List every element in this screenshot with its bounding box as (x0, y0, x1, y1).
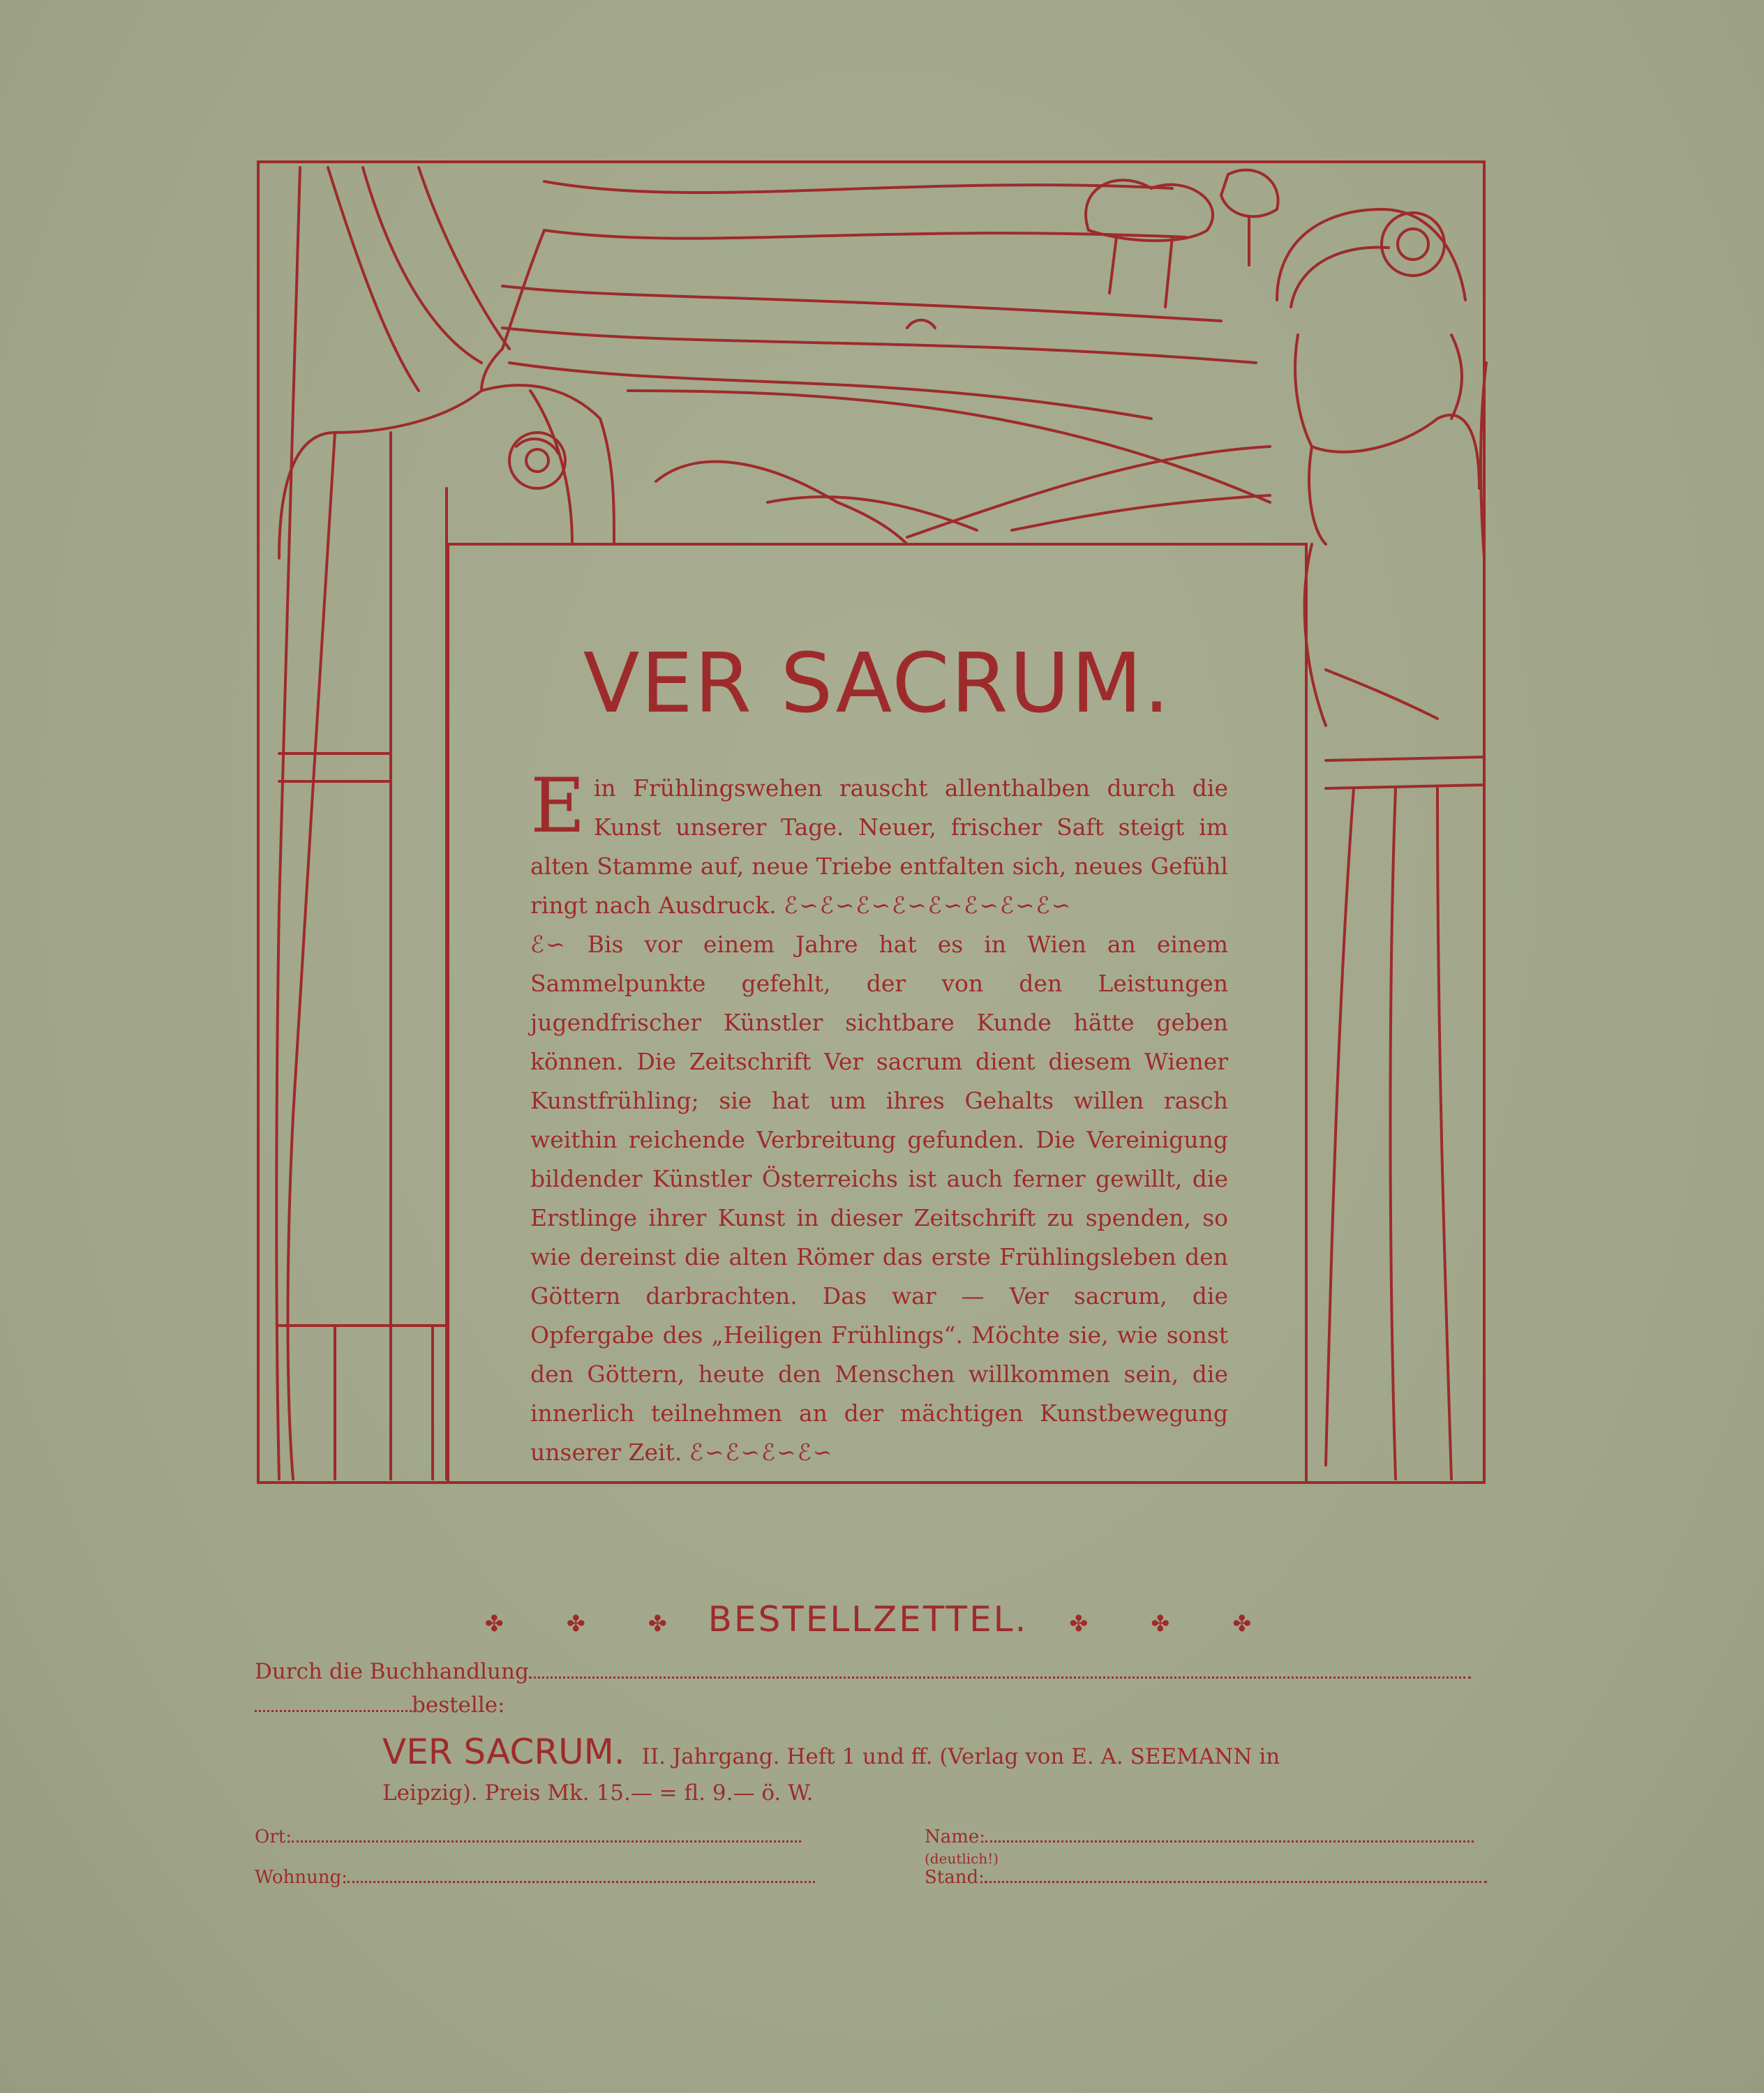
stand-label: Stand: (925, 1867, 985, 1888)
intro-text (530, 763, 1228, 1472)
paragraph-2-text: Bis vor einem Jahre hat es in Wien an einem Sammelpunkte gefehlt, der von den Leistungen jugendfrischer Künstler sichtbare Kunde hätte geben können. Die Zeitschrift Ver sacrum dient diesem Wiener Kunstfrühling; sie hat um ihres Gehalts willen rasch weithin reichende Verbreitung gefunden. Die Vereinigung bildender Künstler Österreichs ist auch ferner gewillt, die Erstlinge ihrer Kunst in dieser Zeitschrift zu spenden, so wie dereinst die alten Römer das erste Frühlingsleben den Göttern darbrachten. Das war — Ver sacrum, die Opfergabe des „Heiligen Frühlings“. Möchte sie, wie sonst den Göttern, heute den Menschen willkommen sein, die innerlich teilnehmen an der mächtigen Kunstbewegung unserer Zeit. (530, 931, 1228, 1466)
order-line-ort (255, 1826, 801, 1847)
order-line-wohnung (255, 1867, 815, 1888)
drop-cap: E (530, 763, 585, 850)
ort-label: Ort: (255, 1826, 292, 1847)
name-label: Name: (925, 1826, 986, 1847)
ort-field[interactable] (292, 1840, 801, 1843)
product-price: Leipzig). Preis Mk. 15.— = fl. 9.— ö. W. (382, 1780, 814, 1806)
order-product (382, 1732, 1280, 1772)
landscape (502, 181, 1270, 544)
product-name: VER SACRUM. (382, 1732, 625, 1772)
paragraph-1 (530, 763, 1228, 925)
right-figure (1277, 209, 1486, 1479)
ornament-flourish-start: ℰ∽ (530, 931, 567, 958)
trees (907, 170, 1278, 328)
paragraph-2 (530, 925, 1228, 1472)
clover-ornament-left: ✤ ✤ ✤ (484, 1610, 695, 1637)
order-line-name (925, 1826, 1474, 1847)
bestelle-label: bestelle: (412, 1693, 505, 1718)
ornament-flourish-end: ℰ∽ℰ∽ℰ∽ℰ∽ (689, 1439, 834, 1466)
order-line-bestelle (255, 1693, 505, 1718)
paragraph-1-text: in Frühlingswehen rauscht allenthalben durch die Kunst unserer Tage. Neuer, frischer Saft steigt im alten Stamme auf, neue Triebe entfalten sich, neues Gefühl ringt nach Ausdruck. (530, 774, 1228, 919)
clover-ornament-right: ✤ ✤ ✤ (1069, 1610, 1280, 1637)
order-form-title: BESTELLZETTEL. (708, 1599, 1029, 1640)
deutlich-note: (deutlich!) (925, 1850, 999, 1867)
order-line-stand (925, 1867, 1487, 1888)
bookshop-field[interactable] (529, 1676, 1471, 1679)
name-field[interactable] (985, 1840, 1474, 1843)
quantity-field[interactable] (255, 1710, 412, 1712)
order-form-heading (0, 1599, 1764, 1640)
stand-field[interactable] (985, 1881, 1487, 1883)
bookshop-label: Durch die Buchhandlung (255, 1659, 529, 1684)
wohnung-label: Wohnung: (255, 1867, 347, 1888)
product-details: II. Jahrgang. Heft 1 und ff. (Verlag von E. A. SEEMANN in (641, 1744, 1280, 1769)
order-line-bookshop (255, 1659, 1471, 1684)
ornament-flourish: ℰ∽ℰ∽ℰ∽ℰ∽ℰ∽ℰ∽ℰ∽ℰ∽ (784, 892, 1072, 919)
page-title: VER SACRUM. (583, 635, 1172, 731)
text-panel-content (448, 544, 1306, 1486)
wohnung-field[interactable] (347, 1881, 815, 1883)
order-price (382, 1780, 813, 1806)
